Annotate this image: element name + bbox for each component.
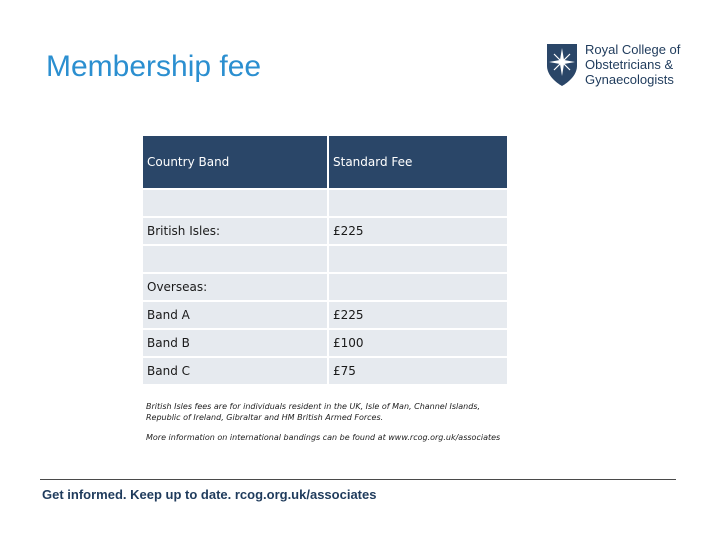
- table-cell: £225: [329, 302, 507, 328]
- table-cell: [329, 274, 507, 300]
- fee-table: [141, 134, 509, 386]
- table-cell: [143, 190, 327, 216]
- table-row: [143, 190, 507, 216]
- table-cell: £100: [329, 330, 507, 356]
- table-cell: £225: [329, 218, 507, 244]
- table-row: [143, 274, 507, 300]
- table-row: [143, 330, 507, 356]
- table-cell: Band A: [143, 302, 327, 328]
- logo-line: Royal College of: [585, 42, 681, 57]
- table-row: [143, 358, 507, 384]
- table-cell: [329, 246, 507, 272]
- footnotes: [146, 401, 506, 452]
- logo-wordmark: [585, 42, 680, 87]
- table-cell: British Isles:: [143, 218, 327, 244]
- footnote-international-bandings: More information on international bandings can be found at www.rcog.org.uk/associates: [146, 433, 501, 442]
- table-row: [143, 302, 507, 328]
- footnote-british-isles: British Isles fees are for individuals resident in the UK, Isle of Man, Channel Islands, Republic of Ireland, Gibraltar and HM British Armed Forces.: [146, 402, 481, 422]
- column-header-standard-fee: Standard Fee: [329, 136, 507, 188]
- shield-logo-icon: [545, 42, 579, 88]
- column-header-country-band: Country Band: [143, 136, 327, 188]
- table-cell: £75: [329, 358, 507, 384]
- logo-line: Obstetricians &: [585, 57, 674, 72]
- table-cell: Band B: [143, 330, 327, 356]
- table-row: [143, 246, 507, 272]
- rcog-logo: [545, 42, 705, 90]
- table-cell: [143, 246, 327, 272]
- logo-line: Gynaecologists: [585, 72, 674, 87]
- table-cell: Overseas:: [143, 274, 327, 300]
- footer-divider: [40, 479, 676, 480]
- table-header-row: [143, 136, 507, 188]
- table-cell: Band C: [143, 358, 327, 384]
- table-cell: [329, 190, 507, 216]
- page-title: Membership fee: [46, 50, 262, 83]
- footer-tagline: Get informed. Keep up to date. rcog.org.uk/associates: [42, 487, 377, 502]
- table-row: [143, 218, 507, 244]
